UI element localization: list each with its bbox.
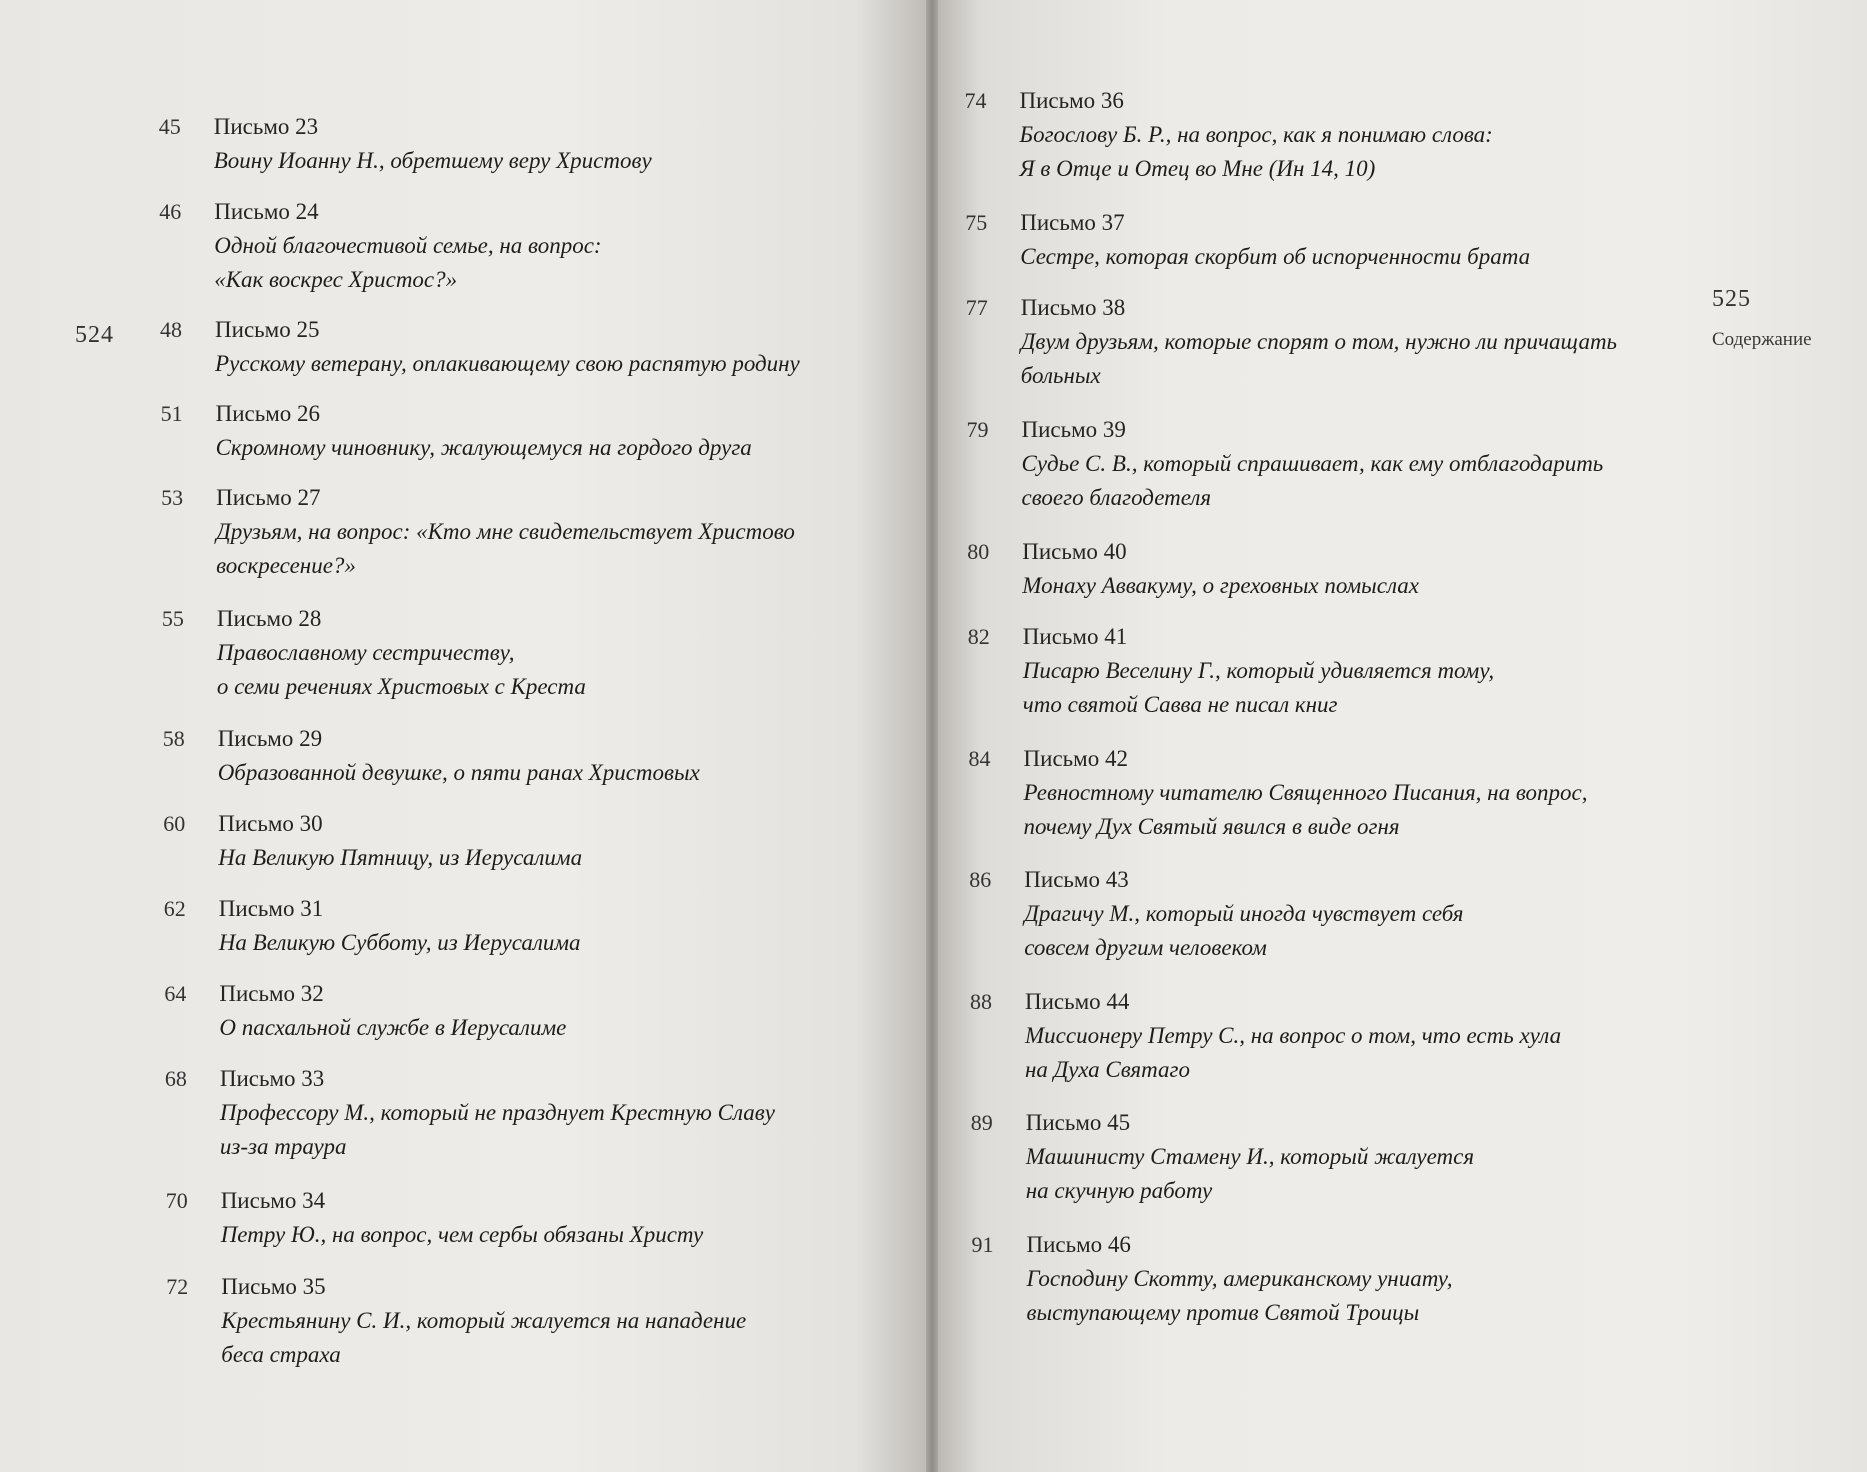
toc-entry-title: Письмо 39	[1021, 416, 1126, 442]
toc-page-number: 88	[970, 988, 993, 1014]
toc-entry-addressee: что святой Савва не писал книг	[1022, 692, 1338, 718]
toc-page-number: 53	[161, 485, 184, 510]
toc-entry-body	[1021, 291, 1681, 393]
toc-entry-title: Письмо 32	[219, 981, 324, 1006]
toc-entry-addressee: Двум друзьям, которые спорят о том, нужно ли причащать	[1020, 329, 1618, 355]
toc-page-number: 74	[964, 88, 987, 114]
toc-page-number: 45	[158, 114, 181, 139]
toc-entry-addressee: Ревностному читателю Священного Писания, на вопрос,	[1023, 779, 1588, 805]
toc-entry-addressee: Друзьям, на вопрос: «Кто мне свидетельствует Христово	[216, 519, 795, 544]
toc-entry-title: Письмо 42	[1023, 745, 1128, 771]
toc-entry-body	[1026, 1106, 1686, 1208]
toc-page-number: 58	[162, 726, 185, 751]
toc-entry-addressee: «Как воскрес Христос?»	[214, 267, 458, 292]
toc-entry-addressee: выступающему против Святой Троицы	[1026, 1299, 1420, 1325]
toc-entry-title: Письмо 37	[1020, 209, 1125, 235]
toc-page-number: 46	[159, 199, 182, 224]
toc-entry-body	[214, 195, 874, 297]
toc-entry-addressee: Писарю Веселину Г., который удивляется тому,	[1022, 658, 1495, 684]
right-page	[934, 0, 1867, 1472]
toc-entry-title: Письмо 31	[218, 896, 324, 921]
toc-entry-addressee: Господину Скотту, американскому униату,	[1026, 1265, 1453, 1291]
toc-page-number: 91	[971, 1231, 994, 1257]
toc-entry-addressee: Сестре, которая скорбит об испорченности брата	[1020, 243, 1531, 269]
toc-entry-title: Письмо 45	[1025, 1110, 1131, 1136]
toc-page-number: 51	[160, 401, 183, 426]
toc-entry-title: Письмо 38	[1020, 295, 1126, 321]
toc-entry-addressee: Судье С. В., который спрашивает, как ему отблагодарить	[1021, 450, 1604, 476]
toc-entry-addressee: На Великую Пятницу, из Иерусалима	[218, 845, 583, 870]
toc-entry-addressee: На Великую Субботу, из Иерусалима	[218, 930, 581, 955]
toc-entry-title: Письмо 29	[217, 726, 323, 751]
toc-entry-body	[1023, 620, 1683, 722]
toc-entry-body	[1025, 985, 1685, 1087]
toc-entry-title: Письмо 24	[214, 199, 319, 224]
toc-entry-addressee: Одной благочестивой семье, на вопрос:	[214, 233, 602, 258]
toc-entry-addressee: на Духа Святаго	[1025, 1056, 1190, 1082]
toc-entry-addressee: своего благодетеля	[1021, 484, 1212, 510]
toc-entry-addressee: Скромному чиновнику, жалующемуся на гордого друга	[215, 435, 752, 460]
toc-entry-body	[216, 481, 876, 583]
toc-entry-body	[217, 602, 877, 704]
toc-entry-body	[1027, 1228, 1687, 1330]
toc-entry-title: Письмо 36	[1019, 88, 1124, 114]
book-gutter	[926, 0, 938, 1472]
toc-page-number: 55	[161, 606, 184, 631]
toc-entry-addressee: воскресение?»	[216, 553, 356, 578]
toc-page-number: 84	[968, 745, 991, 771]
toc-page-number: 80	[967, 539, 990, 565]
running-head-right: Содержание	[1712, 329, 1812, 350]
toc-entry-body	[219, 977, 879, 1045]
toc-entry-addressee: Я в Отце и Отец во Мне (Ин 14, 10)	[1019, 156, 1376, 182]
toc-page-number: 60	[163, 811, 186, 836]
toc-entry-addressee: Профессору М., который не празднует Крестную Славу	[219, 1100, 775, 1125]
toc-entry-addressee: больных	[1020, 363, 1101, 389]
toc-entry-body	[219, 892, 879, 960]
toc-page-number: 70	[165, 1188, 188, 1213]
toc-entry-addressee: Православному сестричеству,	[216, 640, 515, 665]
toc-entry-title: Письмо 25	[215, 317, 320, 342]
toc-entry-title: Письмо 26	[215, 401, 320, 426]
toc-entry-addressee: совсем другим человеком	[1024, 935, 1267, 961]
toc-entry-addressee: из-за траура	[219, 1134, 347, 1159]
toc-entry-title: Письмо 35	[221, 1274, 326, 1299]
toc-entry-title: Письмо 30	[218, 811, 323, 836]
toc-entry-body	[216, 397, 876, 465]
page-number-right: 525	[1712, 286, 1751, 312]
toc-entry-addressee: почему Дух Святый явился в виде огня	[1023, 813, 1400, 839]
left-page	[0, 0, 930, 1472]
toc-entry-addressee: Крестьянину С. И., который жалуется на нападение	[221, 1308, 747, 1333]
toc-entry-title: Письмо 27	[216, 485, 321, 510]
toc-entry-addressee: Петру Ю., на вопрос, чем сербы обязаны Христу	[220, 1222, 704, 1247]
toc-entry-title: Письмо 34	[220, 1188, 326, 1213]
toc-entry-addressee: на скучную работу	[1025, 1178, 1213, 1204]
toc-page-number: 77	[965, 295, 988, 321]
toc-entry-addressee: Миссионеру Петру С., на вопрос о том, что есть хула	[1025, 1022, 1562, 1048]
toc-entry-title: Письмо 23	[213, 114, 319, 139]
toc-entry-body	[221, 1184, 881, 1252]
toc-entry-body	[1022, 535, 1682, 603]
toc-entry-body	[1022, 413, 1682, 515]
toc-entry-body	[218, 722, 878, 790]
toc-page-number: 62	[163, 896, 186, 921]
toc-entry-addressee: Машинисту Стамену И., который жалуется	[1025, 1144, 1475, 1170]
toc-entry-addressee: о семи речениях Христовых с Креста	[216, 674, 586, 699]
toc-page-number: 86	[969, 867, 992, 893]
toc-entry-addressee: беса страха	[221, 1342, 341, 1367]
toc-entry-addressee: Богослову Б. Р., на вопрос, как я понимаю слова:	[1019, 122, 1493, 148]
toc-page-number: 68	[164, 1066, 187, 1091]
toc-entry-title: Письмо 28	[216, 606, 322, 631]
toc-entry-addressee: Монаху Аввакуму, о греховных помыслах	[1022, 573, 1419, 599]
toc-page-number: 72	[166, 1274, 189, 1299]
toc-entry-body	[1024, 863, 1684, 965]
toc-entry-body	[1020, 84, 1680, 186]
page-number-left: 524	[75, 322, 114, 348]
toc-entry-title: Письмо 40	[1022, 539, 1127, 565]
toc-entry-title: Письмо 43	[1024, 867, 1129, 893]
toc-entry-addressee: Образованной девушке, о пяти ранах Христовых	[217, 760, 700, 785]
toc-entry-title: Письмо 44	[1025, 988, 1130, 1014]
toc-entry-body	[215, 313, 875, 381]
toc-entry-addressee: Русскому ветерану, оплакивающему свою распятую родину	[215, 351, 800, 376]
toc-entry-body	[1020, 206, 1680, 274]
toc-page-number: 75	[965, 209, 988, 235]
toc-entry-addressee: Воину Иоанну Н., обретшему веру Христову	[213, 148, 652, 173]
toc-page-number: 82	[967, 624, 990, 650]
toc-page-number: 48	[160, 317, 183, 342]
toc-entry-title: Письмо 46	[1026, 1231, 1131, 1257]
toc-entry-body	[220, 1062, 880, 1164]
toc-entry-body	[221, 1270, 881, 1372]
toc-entry-body	[1024, 742, 1684, 844]
toc-page-number: 79	[966, 416, 989, 442]
toc-entry-title: Письмо 33	[219, 1066, 325, 1091]
toc-page-number: 89	[970, 1110, 993, 1136]
toc-entry-addressee: Драгичу М., который иногда чувствует себя	[1024, 901, 1464, 927]
toc-entry-body	[214, 110, 874, 178]
toc-page-number: 64	[164, 981, 187, 1006]
toc-entry-title: Письмо 41	[1022, 624, 1128, 650]
toc-entry-addressee: О пасхальной службе в Иерусалиме	[219, 1015, 567, 1040]
toc-entry-body	[218, 807, 878, 875]
